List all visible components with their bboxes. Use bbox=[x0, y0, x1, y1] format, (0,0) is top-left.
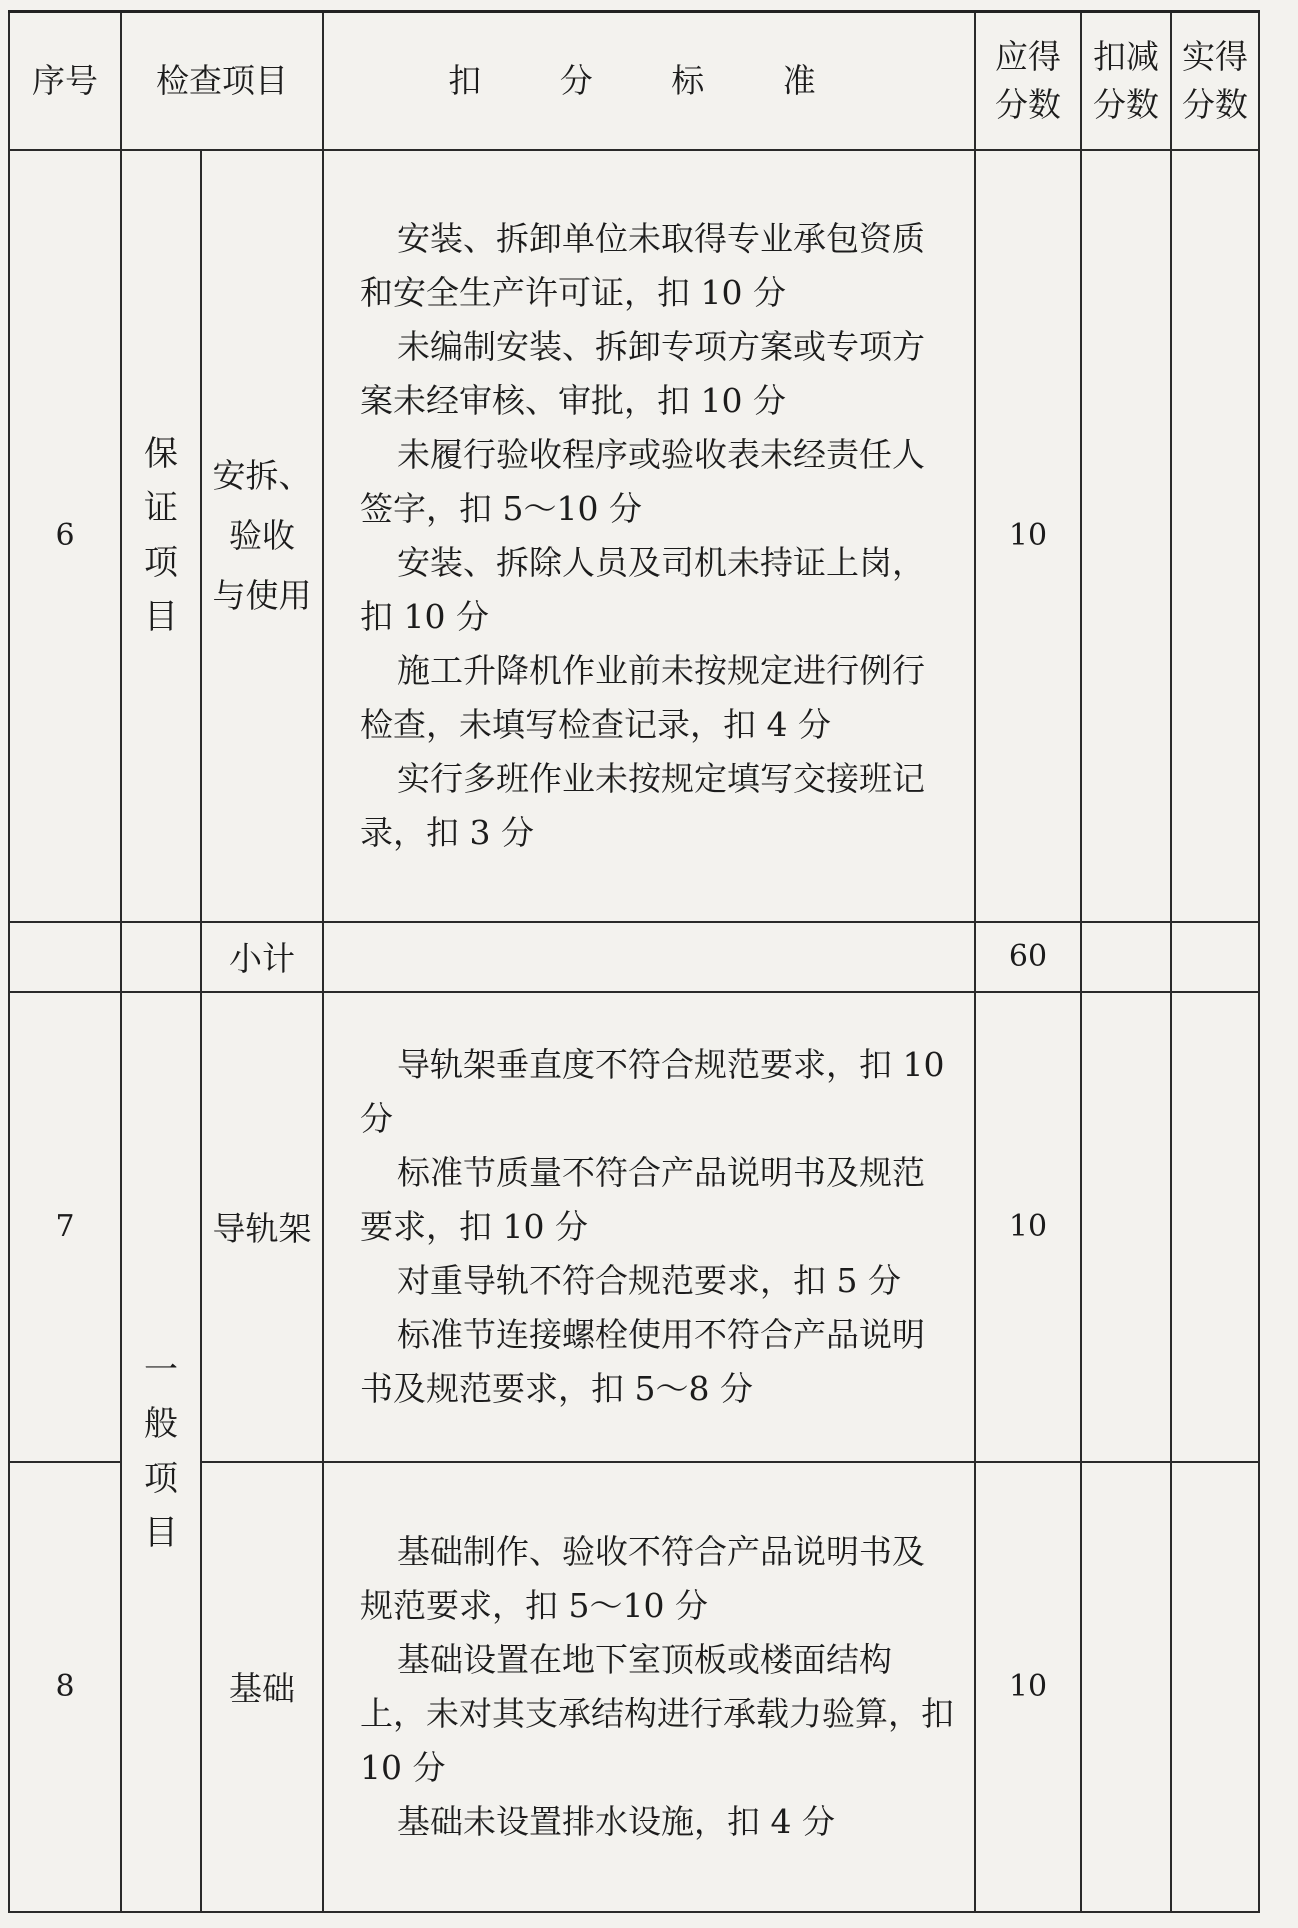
header-should-score: 应得 分数 bbox=[975, 12, 1081, 150]
category-general: 一 般 项 目 bbox=[121, 992, 201, 1912]
row-should-score: 10 bbox=[975, 992, 1081, 1462]
header-actual-score: 实得 分数 bbox=[1171, 12, 1259, 150]
header-deduct-score: 扣减 分数 bbox=[1081, 12, 1171, 150]
subtotal-should-score: 60 bbox=[975, 922, 1081, 992]
row-item: 基础 bbox=[201, 1462, 323, 1912]
subtotal-category bbox=[121, 922, 201, 992]
row-deduct-score bbox=[1081, 1462, 1171, 1912]
row-actual-score bbox=[1171, 1462, 1259, 1912]
row-seq: 6 bbox=[9, 150, 121, 922]
subtotal-row bbox=[9, 922, 1259, 992]
row-should-score: 10 bbox=[975, 150, 1081, 922]
row-deduct-score bbox=[1081, 150, 1171, 922]
row-item: 安拆、 验收 与使用 bbox=[201, 150, 323, 922]
row-criteria: 安装、拆卸单位未取得专业承包资质和安全生产许可证，扣 10 分 未编制安装、拆卸专项方案或专项方案未经审核、审批，扣 10 分 未履行验收程序或验收表未经责任人签字，扣 5～10 分 安装、拆除人员及司机未持证上岗，扣 10 分 施工升降机作业前未按规定进行例行检查，未填写检查记录，扣 4 分 实行多班作业未按规定填写交接班记录，扣 3 分 bbox=[323, 150, 975, 922]
subtotal-deduct-score bbox=[1081, 922, 1171, 992]
row-seq: 7 bbox=[9, 992, 121, 1462]
table-row bbox=[9, 992, 1259, 1462]
inspection-score-table bbox=[8, 10, 1260, 1913]
row-seq: 8 bbox=[9, 1462, 121, 1912]
row-criteria: 基础制作、验收不符合产品说明书及规范要求，扣 5～10 分 基础设置在地下室顶板或楼面结构上，未对其支承结构进行承载力验算，扣 10 分 基础未设置排水设施，扣 4 分 bbox=[323, 1462, 975, 1912]
subtotal-criteria bbox=[323, 922, 975, 992]
header-seq: 序号 bbox=[9, 12, 121, 150]
row-deduct-score bbox=[1081, 992, 1171, 1462]
subtotal-label: 小计 bbox=[201, 922, 323, 992]
row-should-score: 10 bbox=[975, 1462, 1081, 1912]
subtotal-actual-score bbox=[1171, 922, 1259, 992]
row-actual-score bbox=[1171, 992, 1259, 1462]
table-row bbox=[9, 150, 1259, 922]
header-check-item: 检查项目 bbox=[121, 12, 323, 150]
row-criteria: 导轨架垂直度不符合规范要求，扣 10 分 标准节质量不符合产品说明书及规范要求，扣 10 分 对重导轨不符合规范要求，扣 5 分 标准节连接螺栓使用不符合产品说明书及规范要求，扣 5～8 分 bbox=[323, 992, 975, 1462]
row-actual-score bbox=[1171, 150, 1259, 922]
header-row bbox=[9, 12, 1259, 150]
subtotal-seq bbox=[9, 922, 121, 992]
header-criteria: 扣 分 标 准 bbox=[323, 12, 975, 150]
category-guarantee: 保 证 项 目 bbox=[121, 150, 201, 922]
row-item: 导轨架 bbox=[201, 992, 323, 1462]
